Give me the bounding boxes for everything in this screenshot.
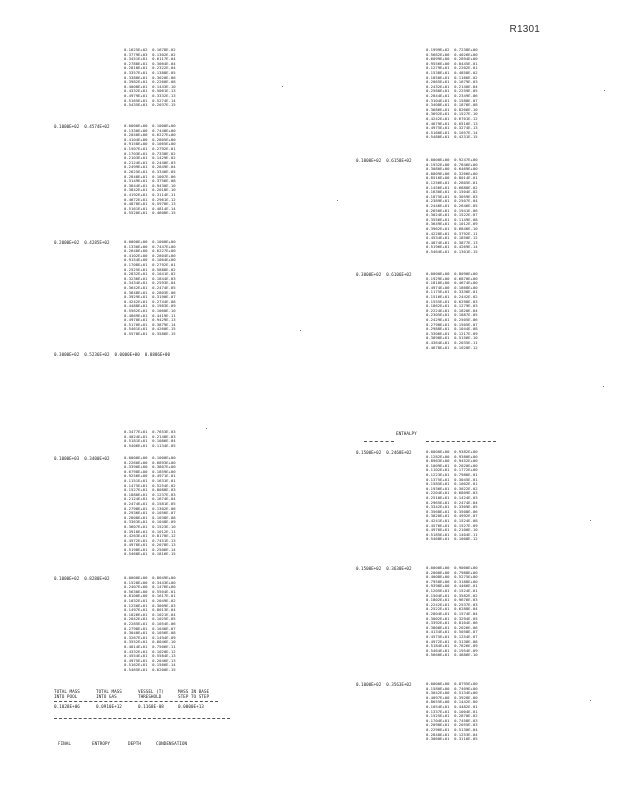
- data-row: 0.3910E+01 0.1012E-11: [124, 528, 176, 534]
- data-row: 0.3024E+01 0.1522E-07: [426, 212, 478, 218]
- data-row: 0.5160E+01 0.1057E-14: [426, 129, 478, 135]
- data-row: 0.1850E+01 0.1166E-02: [426, 74, 478, 80]
- summary-value: 0.1028E+06: [54, 705, 80, 710]
- data-row: 0.5578E+01 0.3586E-15: [124, 330, 176, 336]
- data-row: 0.4488E+01 0.1983E-09: [124, 303, 176, 309]
- data-row: 0.2965E+01 0.2474E-04: [426, 499, 478, 505]
- data-row: 0.1826E+01 0.1021E-04: [124, 611, 176, 617]
- data-row: 0.2936E+01 0.1056E-07: [124, 510, 176, 516]
- bl-run-b-header: 0.1000E+03 0.3400E+02: [54, 456, 110, 461]
- data-row: 0.7958E+00 0.3188E+00: [426, 578, 478, 584]
- tl-run-c-header: 0.2000E+02 0.4285E+02: [54, 240, 110, 245]
- data-row: 0.9398E+00 0.4466E-01: [426, 583, 478, 589]
- data-row: 0.1032E+01 0.2049E-02: [124, 597, 176, 603]
- data-row: 0.4976E+01 0.2100E-10: [426, 527, 478, 533]
- data-row: 0.5660E+01 0.4886E-10: [426, 652, 478, 658]
- data-row: 0.6798E+00 0.1859E+00: [124, 468, 176, 474]
- data-row: 0.2389E+01 0.2507E-04: [426, 198, 478, 204]
- data-row: 0.3692E+01 0.1527E-10: [426, 111, 478, 117]
- data-row: 0.5406E+01 0.1134E-05: [124, 442, 176, 448]
- data-row: 0.3392E+01 0.8104E-06: [426, 620, 478, 626]
- data-row: 0.4672E+01 0.2961E-12: [124, 196, 176, 202]
- data-row: 0.1009E+01 0.2020E+00: [426, 462, 478, 468]
- data-row: 0.1337E+01 0.1004E-01: [426, 708, 478, 714]
- data-row: 0.1475E+01 0.5254E-02: [124, 482, 176, 488]
- data-row: 0.2798E+01 0.1302E-06: [124, 505, 176, 511]
- data-row: 0.2407E+00 0.1476E+00: [124, 584, 176, 590]
- data-row: 0.4014E+01 0.7506E-11: [124, 643, 176, 649]
- data-row: 0.5520E+01 0.4608E-15: [124, 210, 176, 216]
- data-row: 0.1580E+00 0.7409E+00: [426, 685, 478, 691]
- data-row: 0.3342E+01 0.3309E-05: [426, 504, 478, 510]
- data-row: 0.5184E+01 0.7826E-09: [426, 643, 478, 649]
- data-row: 0.4970E+01 0.9429E-13: [124, 317, 176, 323]
- data-row: 0.1555E+01 0.6290E-03: [426, 298, 478, 304]
- data-row: 0.0000E+00 0.8795E+00: [426, 681, 478, 686]
- data-row: 0.5185E+01 0.1404E-11: [426, 531, 478, 537]
- data-row: 0.1054E+01 0.4482E-01: [426, 703, 478, 709]
- data-row: 0.8100E+00 0.1617E-01: [124, 593, 176, 599]
- data-row: 0.4679E+01 0.6510E-13: [426, 120, 478, 126]
- data-row: 0.1330E+00 0.7447E+00: [124, 243, 176, 249]
- data-row: 0.3642E+01 0.2474E-05: [124, 284, 176, 290]
- data-row: 0.3306E+01 0.1217E-09: [426, 330, 478, 336]
- data-row: 0.3357E+01 0.1388E-05: [124, 69, 176, 75]
- data-row: 0.5161E+01 0.4814E-14: [124, 205, 176, 211]
- data-row: 0.1375E+01 0.3045E-01: [426, 476, 478, 482]
- data-row: 0.4332E+01 0.5061E-13: [124, 88, 176, 94]
- br-run-b-table: [426, 566, 478, 658]
- data-row: 0.1999E+02 0.7238E+00: [426, 47, 478, 52]
- data-row: 0.1102E+01 0.1772E+00: [426, 467, 478, 473]
- data-row: 0.4978E+01 0.2078E-13: [124, 542, 176, 548]
- br-run-c-header: 0.1000E+02 0.3563E+02: [356, 682, 412, 687]
- data-row: 0.8516E+00 0.8014E-01: [426, 175, 478, 181]
- scan-speck: [300, 330, 301, 331]
- document-id-label: R1301: [509, 24, 540, 35]
- data-row: 0.3451E+01 0.6117E-04: [124, 56, 176, 62]
- data-row: 0.3779E+03 0.1302E-02: [124, 51, 176, 57]
- data-row: 0.0000E+00 0.9000E+00: [426, 565, 478, 570]
- data-row: 0.4576E+01 0.1527E-09: [426, 522, 478, 528]
- data-row: 0.3649E+01 0.1012E-09: [426, 221, 478, 227]
- data-row: 0.4572E+01 0.7451E-13: [124, 537, 176, 543]
- data-row: 0.1250E+01 0.3009E-03: [124, 602, 176, 608]
- data-row: 0.4874E+01 0.3877E-13: [426, 239, 478, 245]
- scan-speck: [206, 428, 207, 429]
- data-row: 0.2844E+01 0.2349E-06: [426, 92, 478, 98]
- data-row: 0.1504E+01 0.3582E-02: [426, 592, 478, 598]
- data-row: 0.5170E+01 0.3879E-14: [124, 321, 176, 327]
- data-row: 0.1932E+00 0.7846E+00: [426, 161, 478, 167]
- data-row: 0.2090E+01 0.2055E-03: [426, 722, 478, 728]
- data-row: 0.5682E+00 0.4026E+00: [426, 51, 478, 57]
- data-row: 0.2040E+00 0.6227E+00: [124, 132, 176, 138]
- data-row: 0.0000E+00 0.1000E+00: [124, 239, 176, 244]
- data-row: 0.4975E+01 0.2046E-13: [124, 657, 176, 663]
- data-row: 0.2124E+01 0.2440E-03: [124, 159, 176, 165]
- data-row: 0.4575E+01 0.1254E-07: [426, 633, 478, 639]
- data-row: 0.2808E+01 0.1038E-08: [124, 514, 176, 520]
- data-row: 0.4241E+01 0.1524E-08: [426, 517, 478, 523]
- enthalpy-section-label: ENTHALPY: [396, 432, 417, 437]
- data-row: 0.2625E+01 0.3346E-05: [124, 168, 176, 174]
- data-row: 0.2429E+01 0.2505E-06: [426, 316, 478, 322]
- data-row: 0.0000E+00 0.9247E+00: [426, 157, 478, 162]
- data-row: 0.3686E+01 0.8266E-10: [426, 106, 478, 112]
- data-row: 0.4242E+01 0.6701E-12: [426, 115, 478, 121]
- data-row: 0.4263E+01 0.8170E-12: [124, 533, 176, 539]
- data-row: 0.5468E+01 0.1008E-12: [426, 536, 478, 542]
- tl-trailer-row: 0.3000E+02 0.5236E+02 0.0000E+00 0.8886E+00: [54, 352, 170, 357]
- data-row: 0.1585E+01 0.1002E-01: [426, 481, 478, 487]
- data-row: 0.4192E+01 0.3114E-11: [124, 191, 176, 197]
- data-row: 0.3380E+01 0.3020E-06: [124, 74, 176, 80]
- data-row: 0.2103E+01 0.1429E-02: [124, 155, 176, 161]
- data-row: 0.3363E+01 0.1048E-09: [124, 519, 176, 525]
- data-row: 0.2224E+01 0.1820E-04: [426, 307, 478, 313]
- data-row: 0.2832E+01 0.1041E-02: [124, 271, 176, 277]
- data-row: 0.2788E+01 0.3064E-04: [124, 60, 176, 66]
- summary-value: 0.0000E+13: [178, 705, 204, 710]
- footer-label-final: FINAL: [58, 742, 71, 747]
- data-row: 0.1525E+01 0.2870E-02: [426, 713, 478, 719]
- data-row: 0.4102E+00 0.2804E+00: [124, 252, 176, 258]
- data-row: 0.4974E+00 0.1868E+00: [426, 284, 478, 290]
- data-row: 0.4869E+01 0.4419E-11: [124, 312, 176, 318]
- data-row: 0.1497E+01 0.8013E-04: [124, 607, 176, 613]
- tr-run-b-table: [426, 158, 478, 254]
- data-row: 0.4975E+01 0.3274E-13: [426, 125, 478, 131]
- data-row: 0.0000E+00 0.1000E+00: [124, 455, 176, 460]
- data-row: 0.5162E+01 0.1566E-14: [124, 662, 176, 668]
- data-row: 0.5461E+01 0.4260E-15: [124, 326, 176, 332]
- data-row: 0.2640E+00 0.6227E+00: [124, 248, 176, 254]
- data-row: 0.1929E+00 0.6870E+00: [426, 275, 478, 281]
- data-row: 0.2260E+00 0.6893E+00: [124, 459, 176, 465]
- data-row: 0.4242E+01 0.2744E-08: [124, 298, 176, 304]
- data-row: 0.2580E+01 0.2259E-05: [426, 88, 478, 94]
- data-row: 0.4364E+01 0.2035E-11: [426, 339, 478, 345]
- data-row: 0.3149E+01 0.3756E-08: [124, 178, 176, 184]
- data-row: 0.4008E+01 0.1443E-10: [124, 83, 176, 89]
- summary-header-vessel-threshold: VESSEL (T) THRESHOLD: [138, 690, 164, 700]
- data-row: 0.3080E+00 0.6469E+00: [426, 166, 478, 172]
- footer-label-depth: DEPTH: [128, 742, 141, 747]
- data-row: 0.5196E+01 0.4269E-14: [426, 244, 478, 250]
- data-row: 0.0000E+00 0.8049E+00: [124, 575, 176, 580]
- data-row: 0.4104E+00 0.2805E+00: [124, 136, 176, 142]
- data-row: 0.1810E+00 0.4674E+00: [426, 280, 478, 286]
- data-row: 0.3556E+01 0.1149E-08: [426, 216, 478, 222]
- data-row: 0.2432E+01 0.2140E-04: [426, 83, 478, 89]
- data-row: 0.1880E+01 0.1237E-03: [124, 491, 176, 497]
- summary-header-mass-in-base: MASS IN BASE STEP TO STEP: [178, 690, 210, 700]
- tr-run-c-table: [426, 272, 478, 350]
- data-row: 0.5464E+01 0.1954E-09: [426, 647, 478, 653]
- data-row: 0.2525E+01 0.5888E-02: [124, 266, 176, 272]
- data-row: 0.1256E+01 0.2805E-01: [426, 179, 478, 185]
- data-row: 0.9158E+00 0.1065E+00: [124, 141, 176, 147]
- data-row: 0.1528E+00 0.3443E+00: [124, 579, 176, 585]
- data-row: 0.3390E+00 0.3807E+00: [124, 464, 176, 470]
- data-row: 0.5630E+00 0.5504E-01: [124, 588, 176, 594]
- bl-run-c-header: 0.1000E+02 0.8280E+02: [54, 576, 110, 581]
- scan-speck: [337, 200, 338, 201]
- data-row: 0.1936E+01 0.3022E-02: [426, 485, 478, 491]
- summary-footer-rule: [54, 718, 230, 719]
- summary-header-total-mass-pool: TOTAL MASS INTO POOL: [54, 690, 80, 700]
- scan-speck: [603, 386, 604, 387]
- data-row: 0.2499E+01 0.2849E-04: [124, 164, 176, 170]
- tl-run-c-table: [124, 240, 176, 336]
- tl-run-a-table: [124, 48, 176, 108]
- data-row: 0.9154E+00 0.1064E+00: [124, 257, 176, 263]
- data-row: 0.5468E+01 0.1816E-15: [124, 551, 176, 557]
- data-row: 0.5465E+01 0.6200E-15: [124, 666, 176, 672]
- data-row: 0.4554E+01 0.5584E-13: [124, 653, 176, 659]
- data-row: 0.2804E+01 0.1574E-04: [426, 610, 478, 616]
- data-row: 0.4134E+01 0.5058E-07: [426, 629, 478, 635]
- data-row: 0.3104E+01 0.1588E-07: [426, 97, 478, 103]
- bl-run-a-table: [124, 430, 176, 448]
- data-row: 0.2848E+01 0.1007E-06: [124, 173, 176, 179]
- data-row: 0.5464E+01 0.1301E-15: [426, 248, 478, 254]
- data-row: 0.5435E+01 0.2037E-15: [124, 102, 176, 108]
- tr-run-c-header: 0.3000E+02 0.6106E+02: [356, 272, 412, 277]
- data-row: 0.2242E+01 0.2537E-03: [426, 601, 478, 607]
- data-row: 0.3820E+01 0.4992E-07: [426, 513, 478, 519]
- scan-speck: [604, 90, 605, 91]
- data-row: 0.0000E+00 0.9382E+00: [426, 449, 478, 454]
- br-run-a-table: [426, 450, 478, 542]
- summary-value: 0.0910E+12: [96, 705, 122, 710]
- data-row: 0.4534E+01 0.1850E-12: [426, 235, 478, 241]
- bl-run-c-table: [124, 576, 176, 672]
- data-row: 0.3060E+01 0.3116E-05: [426, 736, 478, 742]
- br-run-a-header: 0.1500E+02 0.2468E+02: [356, 450, 412, 455]
- data-row: 0.4024E+01 0.2148E-03: [124, 433, 176, 439]
- data-row: 0.4678E+01 0.1028E-12: [426, 344, 478, 350]
- summary-header-rule: [54, 701, 218, 702]
- data-row: 0.1802E+01 0.9676E-03: [426, 597, 478, 603]
- data-row: 0.1875E+01 0.3059E-03: [426, 193, 478, 199]
- data-row: 0.4972E+01 0.3138E-08: [426, 638, 478, 644]
- data-row: 0.3267E+01 0.1494E-09: [124, 634, 176, 640]
- data-row: 0.1205E+01 0.1524E-01: [426, 587, 478, 593]
- data-row: 0.2042E+01 0.1025E-05: [124, 616, 176, 622]
- data-row: 0.1279E+01 0.2202E-01: [426, 65, 478, 71]
- data-row: 0.2065E+01 0.1679E-03: [426, 79, 478, 85]
- data-row: 0.2000E+00 0.7988E+00: [426, 569, 478, 575]
- summary-value: 0.1168E-08: [138, 705, 164, 710]
- data-row: 0.1516E+01 0.2442E-02: [426, 293, 478, 299]
- data-row: 0.2798E+01 0.1046E-07: [124, 625, 176, 631]
- data-row: 0.4097E+00 0.3928E-00: [426, 694, 478, 700]
- footer-label-condensation: CONDENSATION: [156, 742, 188, 747]
- data-row: 0.3962E+01 0.6846E-10: [426, 225, 478, 231]
- data-row: 0.8655E+00 0.1442E-00: [426, 699, 478, 705]
- data-row: 0.1703E+01 0.7338E-02: [124, 150, 176, 156]
- data-row: 0.2204E+01 0.6809E-03: [426, 490, 478, 496]
- data-row: 0.1151E+01 0.1631E-01: [124, 477, 176, 483]
- data-row: 0.2285E+01 0.1054E-06: [124, 620, 176, 626]
- data-row: 0.2818E+01 0.2322E-04: [124, 65, 176, 71]
- data-row: 0.3929E+01 0.3190E-07: [124, 294, 176, 300]
- data-row: 0.1630E+01 0.1504E-02: [426, 189, 478, 195]
- data-row: 0.4008E+00 0.5275E+00: [426, 574, 478, 580]
- data-row: 0.3568E+01 0.3508E-06: [426, 508, 478, 514]
- data-row: 0.3648E+01 0.2803E-06: [124, 289, 176, 295]
- data-row: 0.3808E+01 0.2026E-06: [426, 624, 478, 630]
- data-row: 0.9256E+00 0.4971E-01: [124, 473, 176, 479]
- bl-run-b-table: [124, 456, 176, 557]
- data-row: 0.3842E+01 0.2018E-10: [124, 187, 176, 193]
- data-row: 0.1507E+01 0.2792E-01: [124, 145, 176, 151]
- scan-speck: [282, 86, 283, 87]
- data-row: 0.8963E+00 0.9452E+00: [426, 458, 478, 464]
- data-row: 0.3434E+01 0.2593E-04: [124, 280, 176, 286]
- data-row: 0.0000E+00 0.8090E+00: [426, 271, 478, 276]
- data-row: 0.5198E+01 0.2506E-14: [124, 546, 176, 552]
- tr-run-a-table: [426, 48, 478, 140]
- data-row: 0.2474E+01 0.1581E-05: [124, 500, 176, 506]
- data-row: 0.1538E+01 0.4858E-02: [426, 69, 478, 75]
- data-row: 0.3982E+01 0.2260E-08: [124, 79, 176, 85]
- data-row: 0.4332E+01 0.1020E-12: [124, 648, 176, 654]
- data-row: 0.1625E+02 0.1678E-02: [124, 47, 176, 52]
- tl-run-b-table: [124, 124, 176, 216]
- data-row: 0.2124E+01 0.1674E-04: [124, 496, 176, 502]
- data-row: 0.2305E+01 0.1887E-05: [426, 312, 478, 318]
- data-row: 0.1456E+01 0.6888E-02: [426, 184, 478, 190]
- data-row: 0.5562E+01 0.1060E-10: [124, 307, 176, 313]
- data-row: 0.2650E+01 0.1941E-06: [426, 207, 478, 213]
- data-row: 0.1282E+00 0.9380E+00: [426, 453, 478, 459]
- data-row: 0.1862E+01 0.1279E-03: [426, 303, 478, 309]
- br-run-b-header: 0.1500E+02 0.3630E+02: [356, 566, 412, 571]
- data-row: 0.2840E+01 0.1253E-04: [426, 731, 478, 737]
- data-row: 0.2988E+01 0.1044E-08: [426, 326, 478, 332]
- data-row: 0.3607E+01 0.1523E-10: [124, 523, 176, 529]
- data-row: 0.1708E+01 0.2792E-01: [124, 261, 176, 267]
- data-row: 0.3898E+01 0.5156E-10: [426, 335, 478, 341]
- data-row: 0.2446E+01 0.2646E-05: [426, 202, 478, 208]
- data-row: 0.6099E+00 0.2894E+00: [426, 56, 478, 62]
- data-row: 0.1175E+01 0.3338E-01: [426, 289, 478, 295]
- data-row: 0.5181E+01 0.1086E-04: [124, 438, 176, 444]
- data-row: 0.4979E+01 0.3332E-13: [124, 92, 176, 98]
- data-row: 0.2296E+01 0.5130E-04: [426, 726, 478, 732]
- data-row: 0.3040E+01 0.1056E-08: [124, 630, 176, 636]
- scan-speck: [590, 700, 591, 701]
- data-row: 0.1704E+01 0.7458E-03: [426, 717, 478, 723]
- data-row: 0.4878E+01 0.5978E-13: [124, 201, 176, 207]
- br-run-c-table: [426, 682, 478, 742]
- data-row: 0.3236E+01 0.1844E-03: [124, 275, 176, 281]
- data-row: 0.1527E+01 0.8088E-03: [124, 487, 176, 493]
- data-row: 0.2522E+01 0.6288E-04: [426, 606, 478, 612]
- data-row: 0.3644E+01 0.9430E-10: [124, 182, 176, 188]
- data-row: 0.3477E+01 0.7653E-03: [124, 429, 176, 434]
- data-row: 0.1223E+01 0.7986E-01: [426, 471, 478, 477]
- data-row: 0.3408E+01 0.1876E-08: [426, 102, 478, 108]
- data-row: 0.3552E+01 0.8046E-10: [124, 639, 176, 645]
- data-row: 0.1330E+00 0.7448E+00: [124, 127, 176, 133]
- data-row: 0.3042E+00 0.5134E+00: [426, 690, 478, 696]
- data-row: 0.5480E+01 0.4231E-15: [426, 134, 478, 140]
- section-rule-left: [364, 441, 394, 442]
- data-row: 0.2510E+01 0.1424E-03: [426, 494, 478, 500]
- data-row: 0.5165E+01 0.5274E-14: [124, 97, 176, 103]
- data-row: 0.2798E+01 0.1505E-07: [426, 321, 478, 327]
- data-row: 0.8009E+00 0.3266E+00: [426, 170, 478, 176]
- tl-run-b-header: 0.1000E+02 0.4574E+02: [54, 124, 110, 129]
- footer-label-entropy: ENTROPY: [92, 742, 111, 747]
- data-row: 0.9556E+00 0.8445E-01: [426, 60, 478, 66]
- data-row: 0.4228E+01 0.3792E-11: [426, 230, 478, 236]
- data-row: 0.0000E+00 0.1000E+00: [124, 123, 176, 128]
- tr-run-b-header: 0.1000E+02 0.6158E+02: [356, 158, 412, 163]
- summary-header-total-mass-gas: TOTAL MASS INTO GAS: [96, 690, 122, 700]
- scan-speck: [590, 520, 591, 521]
- section-rule-right: [426, 441, 496, 442]
- data-row: 0.3002E+01 0.3294E-05: [426, 615, 478, 621]
